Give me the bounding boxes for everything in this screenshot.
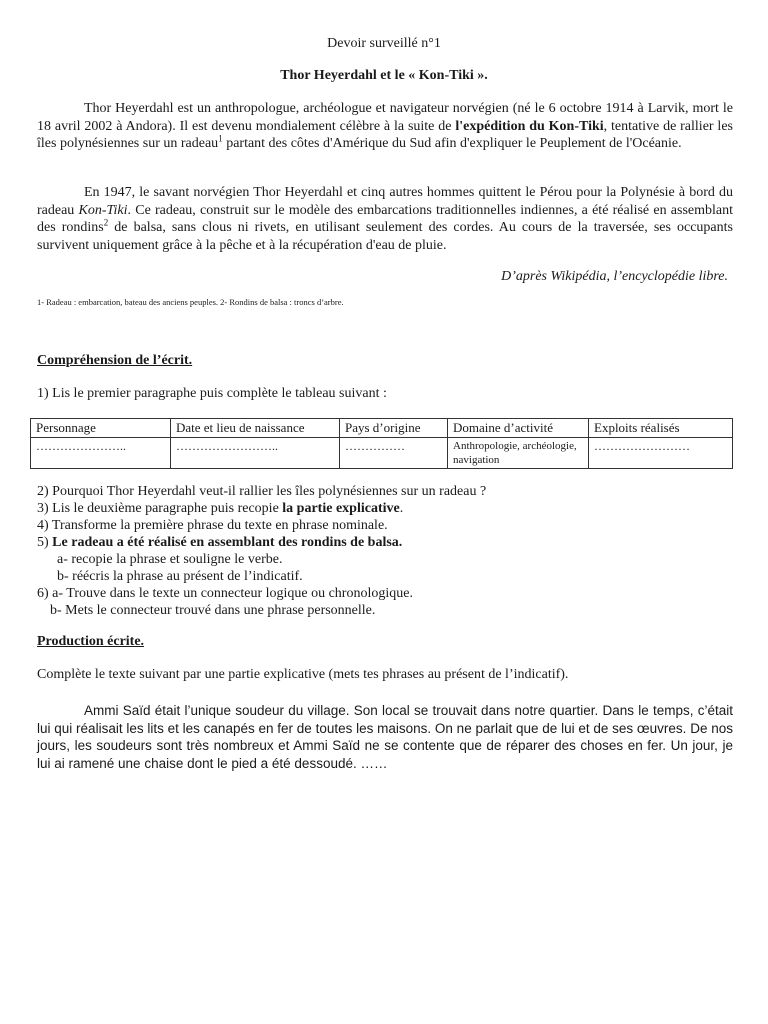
table-header: Exploits réalisés (589, 419, 733, 438)
q3-bold: la partie explicative (282, 501, 400, 516)
p1-text-a: Thor Heyerdahl est un anthropologue, archéologue et navigateur norvégien (né le 6 octobre 1914 à Larvik, mort le 18 avril 2002 à Andora). Il est devenu mondialement célèbre à la suite de (37, 101, 733, 134)
table-header: Domaine d’activité (448, 419, 589, 438)
table-header: Pays d’origine (340, 419, 448, 438)
p1-text-b: , tentative de rallier les îles polynésiennes sur un radeau (37, 118, 733, 151)
question-list (37, 483, 486, 619)
p1-bold: l'expédition du Kon-Tiki (455, 118, 604, 134)
paragraph-1 (37, 100, 733, 153)
question-6b: b- Mets le connecteur trouvé dans une phrase personnelle. (50, 603, 376, 618)
q5-sentence: Le radeau a été réalisé en assemblant des rondins de balsa. (52, 535, 403, 550)
text-title: Thor Heyerdahl et le « Kon-Tiki ». (280, 68, 488, 83)
production-heading: Production écrite. (37, 634, 145, 649)
production-paragraph: Ammi Saïd était l’unique soudeur du village. Son local se trouvait dans notre quartier. Dans le temps, c’était lui qui réalisait les lits et les canapés en fer de toutes les maisons. On ne parlait que de lui et de ses œuvres. De nos jours, les soudeurs sont très nombreux et Ammi Saïd ne se contente que de réparer des choses en fer. Un jour, je lui ai ramené une chaise dont le pied a été dessoudé. …… (37, 703, 733, 771)
footnote-ref-1: 1 (218, 133, 223, 144)
q5-number: 5) (37, 535, 53, 550)
p2-text-a: En 1947, le savant norvégien Thor Heyerdahl et cinq autres hommes quittent le Pérou pour la Polynésie à bord du radeau (37, 185, 733, 218)
table-header: Personnage (31, 419, 171, 438)
q3-text: 3) Lis le deuxième paragraphe puis recopie (37, 501, 283, 516)
production-text (37, 702, 733, 772)
table-header-row (31, 419, 733, 438)
table-cell: Anthropologie, archéologie, navigation (448, 438, 589, 469)
footnote-ref-2: 2 (103, 217, 109, 228)
table-row (31, 438, 733, 469)
exam-header: Devoir surveillé n°1 (327, 36, 441, 51)
question-1: 1) Lis le premier paragraphe puis complète le tableau suivant : (37, 386, 387, 401)
question-3 (37, 500, 486, 517)
p2-italic: Kon-Tiki (78, 202, 128, 218)
footnotes: 1- Radeau : embarcation, bateau des anciens peuples. 2- Rondins de balsa : troncs d’arbre. (37, 297, 344, 307)
source-citation: D’après Wikipédia, l’encyclopédie libre. (501, 269, 728, 284)
question-6a: 6) a- Trouve dans le texte un connecteur logique ou chronologique. (37, 586, 413, 601)
info-table (30, 418, 733, 469)
question-5 (37, 534, 486, 551)
table-cell: …………… (340, 438, 448, 469)
p2-text-b: . Ce radeau, construit sur le modèle des embarcations traditionnelles indiennes, a été réalisé en assemblant des rondins (37, 202, 733, 235)
table-cell: …………………… (589, 438, 733, 469)
comprehension-heading: Compréhension de l’écrit. (37, 353, 193, 368)
question-5a: a- recopie la phrase et souligne le verbe. (57, 552, 283, 567)
paragraph-2 (37, 184, 733, 254)
question-5b: b- réécris la phrase au présent de l’indicatif. (57, 569, 303, 584)
production-instruction: Complète le texte suivant par une partie explicative (mets tes phrases au présent de l’indicatif). (37, 667, 569, 682)
question-4: 4) Transforme la première phrase du texte en phrase nominale. (37, 518, 388, 533)
table-cell: …………………….. (171, 438, 340, 469)
p2-text-c: de balsa, sans clous ni rivets, en utilisant seulement des cordes. Au cours de la traversée, ses occupants survivent uniquement grâce à la pêche et à la récupération d'eau de pluie. (37, 220, 733, 253)
table-cell: ………………….. (31, 438, 171, 469)
q3-end: . (399, 501, 404, 516)
p1-text-c: partant des côtes d'Amérique du Sud afin d'expliquer le Peuplement de l'Océanie. (222, 136, 682, 151)
question-2: 2) Pourquoi Thor Heyerdahl veut-il rallier les îles polynésiennes sur un radeau ? (37, 484, 487, 499)
table-header: Date et lieu de naissance (171, 419, 340, 438)
